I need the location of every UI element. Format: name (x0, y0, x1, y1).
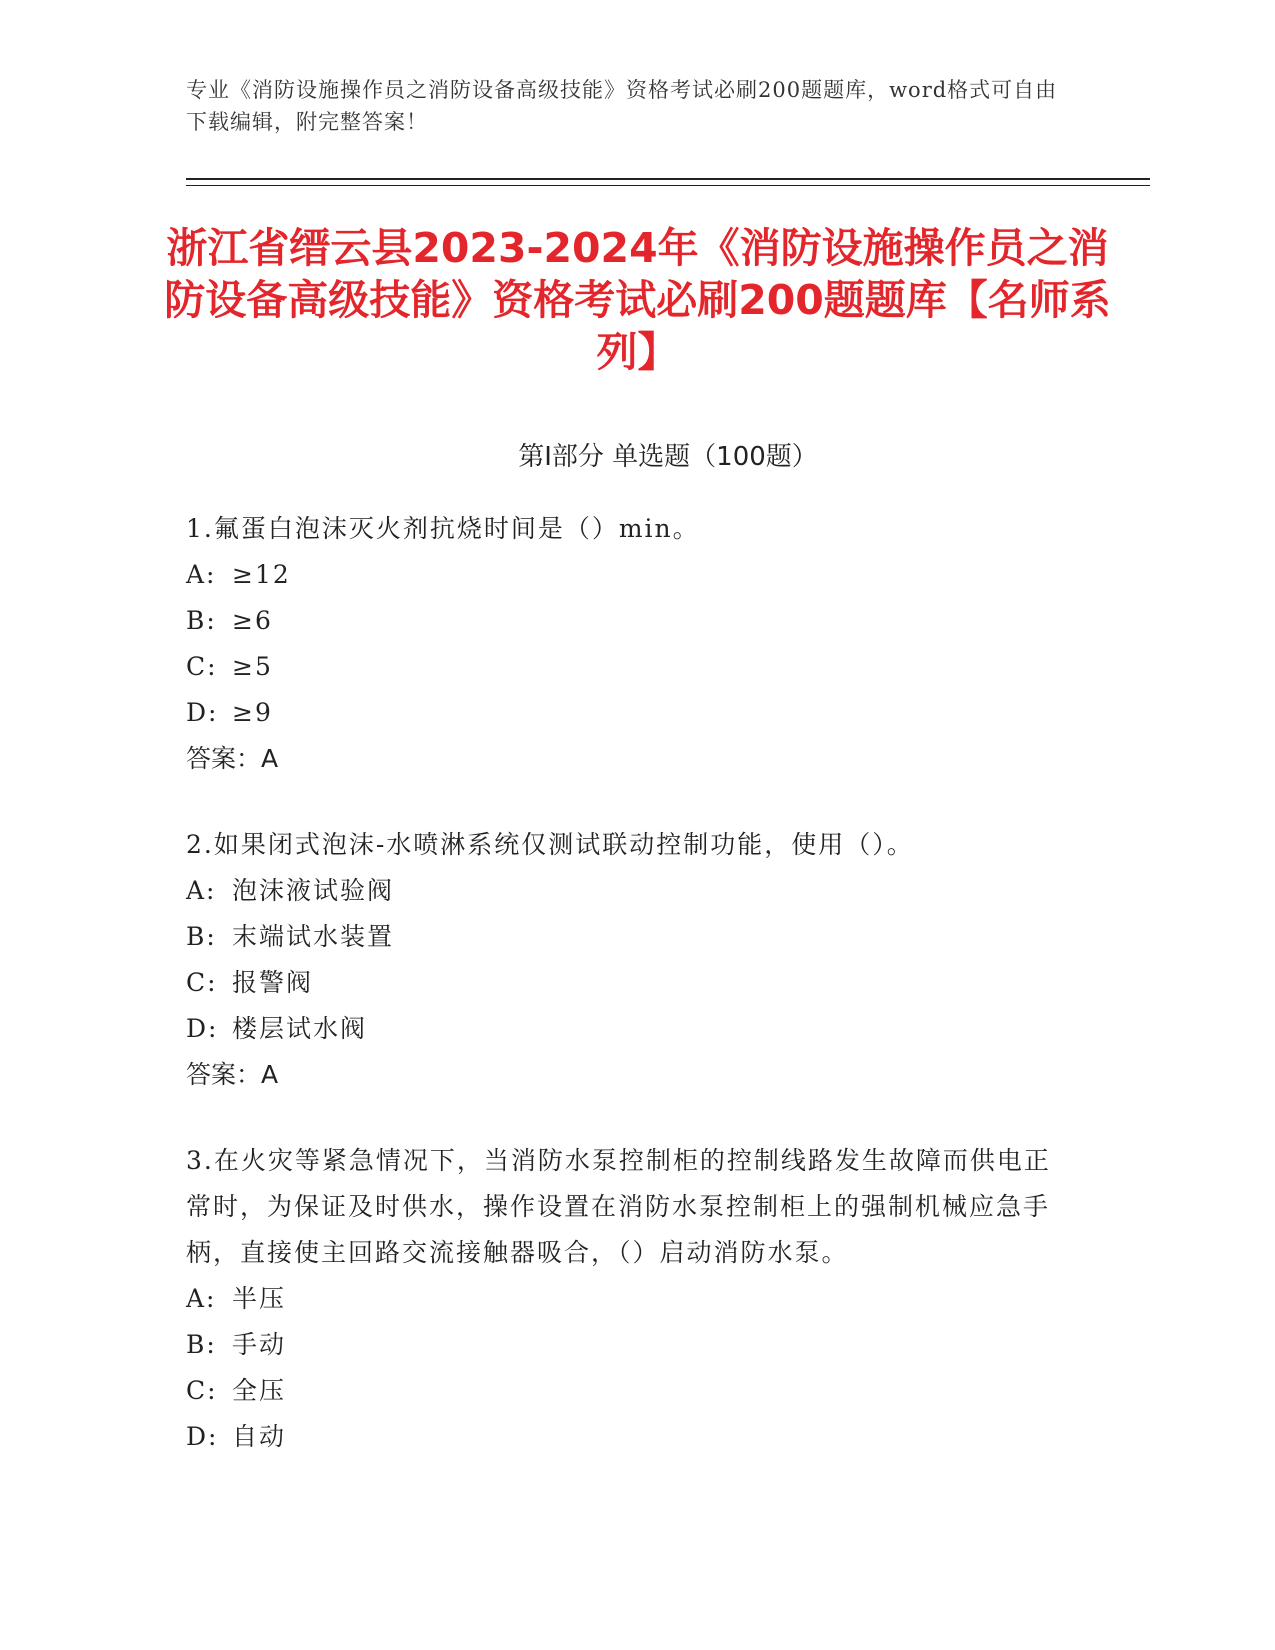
option-text: ≥5 (232, 652, 273, 681)
option-text: 全压 (232, 1376, 287, 1405)
question-stem: 3.在火灾等紧急情况下，当消防水泵控制柜的控制线路发生故障而供电正常时，为保证及时供水，操作设置在消防水泵控制柜上的强制机械应急手柄，直接使主回路交流接触器吸合，（）启动消防水泵。 (186, 1146, 1051, 1267)
option-text: 半压 (232, 1284, 287, 1313)
option-d (186, 690, 1066, 736)
document-title: 浙江省缙云县2023-2024年《消防设施操作员之消防设备高级技能》资格考试必刷200题题库【名师系列】 (164, 224, 1111, 376)
option-letter: A: (186, 876, 217, 905)
question-stem: 1.氟蛋白泡沫灭火剂抗烧时间是（）min。 (186, 514, 700, 543)
option-c (186, 644, 1066, 690)
option-letter: C: (186, 968, 218, 997)
option-letter: C: (186, 652, 218, 681)
option-text: 自动 (232, 1422, 287, 1451)
option-letter: B: (186, 922, 217, 951)
option-c (186, 1368, 1066, 1414)
option-letter: C: (186, 1376, 218, 1405)
option-text: 手动 (232, 1330, 287, 1359)
header-note: 专业《消防设施操作员之消防设备高级技能》资格考试必刷200题题库，word格式可自由下载编辑，附完整答案！ (186, 78, 1058, 134)
option-letter: A: (186, 1284, 217, 1313)
option-text: 报警阀 (232, 968, 314, 997)
option-text: 楼层试水阀 (232, 1014, 368, 1043)
option-letter: A: (186, 560, 217, 589)
section-title: 第Ⅰ部分 单选题（100题） (518, 442, 818, 472)
option-a (186, 1276, 1066, 1322)
option-letter: B: (186, 606, 217, 635)
option-letter: D: (186, 1422, 219, 1451)
header-rule-thick (186, 178, 1150, 180)
question-stem: 2.如果闭式泡沫-水喷淋系统仅测试联动控制功能，使用（）。 (186, 830, 914, 859)
header-rule-thin (186, 185, 1150, 186)
option-d (186, 1006, 1066, 1052)
answer-label: 答案：A (186, 744, 279, 773)
option-d (186, 1414, 1066, 1460)
option-a (186, 868, 1066, 914)
option-b (186, 914, 1066, 960)
option-letter: D: (186, 1014, 219, 1043)
question-3 (186, 1138, 1066, 1460)
option-text: ≥6 (232, 606, 273, 635)
option-text: ≥12 (232, 560, 291, 589)
option-text: ≥9 (232, 698, 273, 727)
option-text: 泡沫液试验阀 (232, 876, 395, 905)
option-letter: B: (186, 1330, 217, 1359)
option-letter: D: (186, 698, 219, 727)
option-text: 末端试水装置 (232, 922, 395, 951)
answer-label: 答案：A (186, 1060, 279, 1089)
option-b (186, 1322, 1066, 1368)
option-b (186, 598, 1066, 644)
option-a (186, 552, 1066, 598)
question-1 (186, 506, 1066, 782)
question-2 (186, 822, 1066, 1098)
option-c (186, 960, 1066, 1006)
